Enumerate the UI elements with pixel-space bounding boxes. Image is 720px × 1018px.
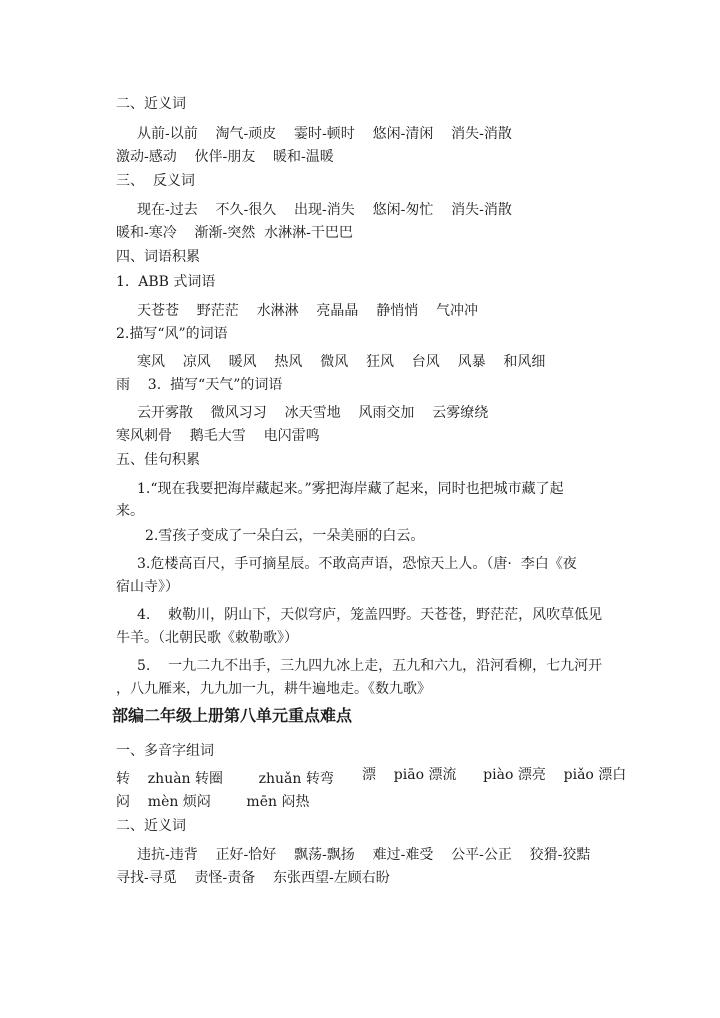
text-line: 寒风 凉风 暖风 热风 微风 狂风 台风 风暴 和风细 bbox=[137, 354, 546, 370]
text-line: 闷 mèn 烦闷 mēn 闷热 bbox=[116, 794, 310, 810]
text-line: 牛羊。（北朝民歌《敕勒歌》） bbox=[116, 630, 298, 646]
text-line: 暖和-寒冷 渐渐-突然 水淋淋-干巴巴 bbox=[116, 225, 353, 241]
text-line: 激动-感动 伙伴-朋友 暖和-温暖 bbox=[116, 149, 334, 165]
text-line: 转 zhuàn 转圈 zhuǎn 转弯 bbox=[116, 771, 334, 787]
text-line: 3.危楼高百尺，手可摘星辰。不敢高声语，恐惊天上人。（唐· 李白《夜 bbox=[137, 556, 577, 572]
page-title: 部编二年级上册第八单元重点难点 bbox=[112, 706, 353, 725]
text-line: 1. ABB 式词语 bbox=[116, 274, 216, 290]
text-line: 宿山寺》） bbox=[116, 579, 179, 595]
text-line: 寻找-寻觅 责怪-责备 东张西望-左顾右盼 bbox=[116, 870, 390, 886]
text-line: 5. 一九二九不出手，三九四九冰上走，五九和六九，沿河看柳，七九河开 bbox=[137, 658, 603, 674]
section-heading: 三、 反义词 bbox=[116, 173, 195, 189]
section-heading: 二、近义词 bbox=[116, 818, 186, 834]
section-heading: 一、多音字组词 bbox=[116, 743, 214, 759]
text-line: 违抗-违背 正好-恰好 飘荡-飘扬 难过-难受 公平-公正 狡猾-狡黠 bbox=[137, 847, 591, 863]
text-line: 从前-以前 淘气-顽皮 霎时-顿时 悠闲-清闲 消失-消散 bbox=[137, 126, 512, 142]
text-line: 天苍苍 野茫茫 水淋淋 亮晶晶 静悄悄 气冲冲 bbox=[137, 303, 479, 319]
section-heading: 五、佳句积累 bbox=[116, 452, 200, 468]
text-line: 云开雾散 微风习习 冰天雪地 风雨交加 云雾缭绕 bbox=[137, 405, 489, 421]
text-line: 4. 敕勒川，阴山下，天似穹庐，笼盖四野。天苍苍，野茫茫，风吹草低见 bbox=[137, 607, 603, 623]
text-line: ，八九雁来，九九加一九，耕牛遍地走。《数九歌》 bbox=[116, 681, 431, 697]
text-line: 寒风刺骨 鹅毛大雪 电闪雷鸣 bbox=[116, 428, 320, 444]
text-line: 现在-过去 不久-很久 出现-消失 悠闲-匆忙 消失-消散 bbox=[137, 202, 512, 218]
text-line: 雨 3. 描写“天气”的词语 bbox=[116, 377, 283, 393]
text-line: 1.“现在我要把海岸藏起来。”雾把海岸藏了起来，同时也把城市藏了起 bbox=[137, 481, 564, 497]
text-line: 2.雪孩子变成了一朵白云，一朵美丽的白云。 bbox=[145, 528, 425, 544]
text-line: 来。 bbox=[116, 503, 144, 519]
section-heading: 四、词语积累 bbox=[116, 249, 200, 265]
text-line: 漂 piāo 漂流 piào 漂亮 piǎo 漂白 bbox=[362, 767, 627, 783]
section-heading: 二、近义词 bbox=[116, 96, 186, 112]
text-line: 2.描写“风”的词语 bbox=[116, 326, 228, 342]
